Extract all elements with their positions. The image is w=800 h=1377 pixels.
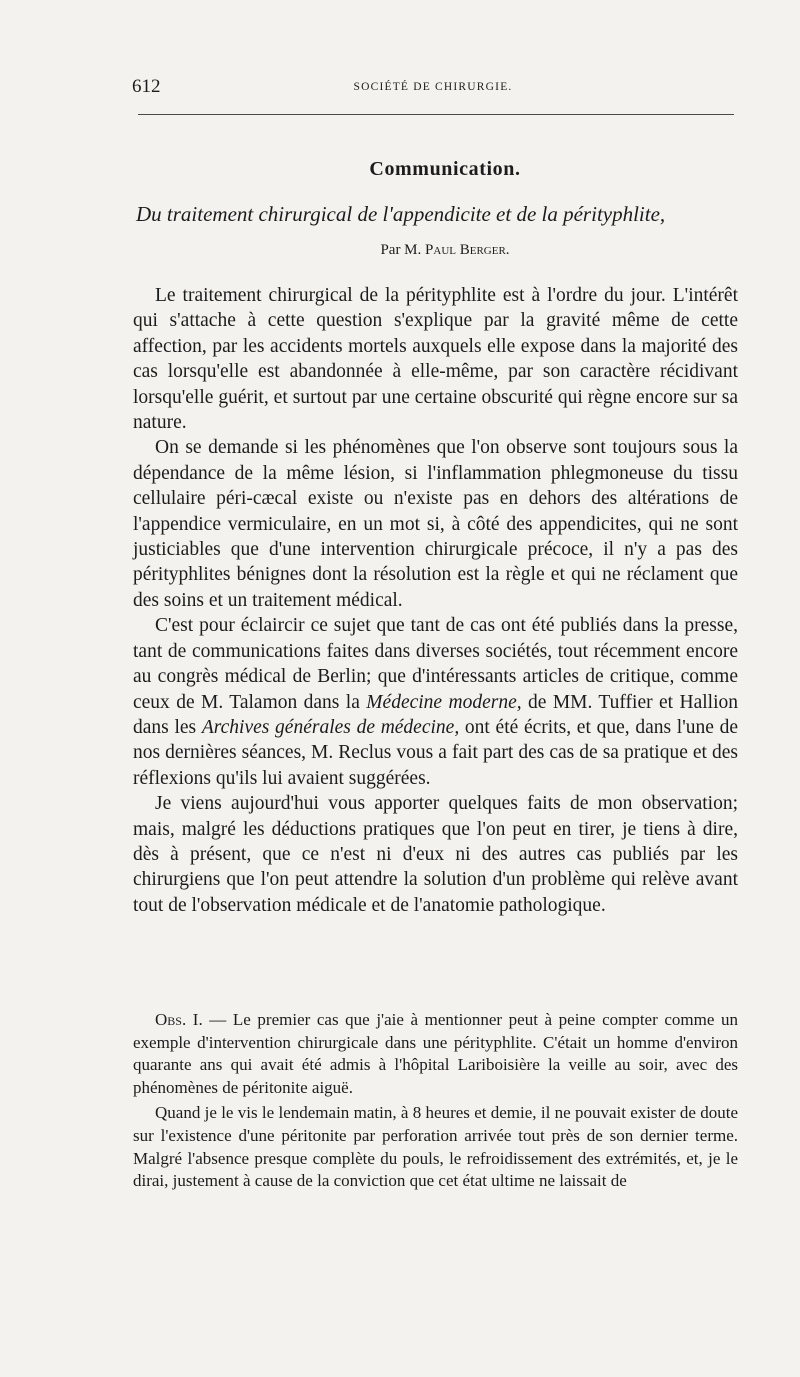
author-name: Paul Berger. <box>425 242 510 258</box>
observation-text-1: — Le premier cas que j'aie à mentionner peut à peine compter comme un exemple d'intervention chirurgicale dans une pérityphlite. C'était un homme d'environ quarante ans qui avait été admis à l'hôpital Lariboisière la veille au soir, avec des phénomènes de péritonite aiguë. <box>133 1010 738 1097</box>
page-header <box>132 76 734 100</box>
paragraph-3-part-3: ont été écrits, et que, dans l'une de nos dernières séances, M. Reclus vous a fait part des cas de sa pratique et des réflexions qu'ils lui avaient suggérées. <box>133 716 739 789</box>
paragraph-2: On se demande si les phénomènes que l'on observe sont toujours sous la dépendance de la même lésion, si l'inflammation phlegmoneuse du tissu cellulaire péri-cæcal existe ou n'existe pas en dehors des altérations de l'appendice vermiculaire, en un mot si, à côté des appendicites, qui ne sont justiciables que d'une intervention chirurgicale précoce, il n'y a pas des pérityphlites bénignes dont la résolution est la règle et qui ne réclament que des soins et un traitement médical. <box>133 437 738 611</box>
paragraph-4: Je viens aujourd'hui vous apporter quelques faits de mon observation; mais, malgré les déductions pratiques que l'on peut en tirer, je tiens à dire, dès à présent, que ce n'est ni d'eux ni des autres cas publiés par les chirurgiens que l'on peut attendre la solution d'un problème qui relève avant tout de l'observation médicale et de l'anatomie pathologique. <box>133 793 738 916</box>
observation-section <box>133 1009 738 1193</box>
paragraph-3 <box>133 613 738 791</box>
article-title: Du traitement chirurgical de l'appendicite et de la pérityphlite, <box>136 202 666 226</box>
paragraph-1: Le traitement chirurgical de la pérityphlite est à l'ordre du jour. L'intérêt qui s'attache à cette question s'explique par la gravité même de cette affection, par les accidents mortels auxquels elle expose dans la majorité des cas lorsqu'elle est abandonnée à elle-même, par son caractère récidivant lorsqu'elle guérit, et surtout par une certaine obscurité qui règne encore sur sa nature. <box>133 285 738 434</box>
page-number: 612 <box>132 76 161 97</box>
section-title: Communication. <box>369 158 521 180</box>
paragraph-3-part-1: C'est pour éclaircir ce sujet que tant de cas ont été publiés dans la presse, tant de communications faites dans diverses sociétés, tout récemment encore au congrès médical de Berlin; que d'intéressants articles de critique, comme ceux de M. Talamon dans la <box>133 615 738 713</box>
journal-title-medecine-moderne: Médecine moderne, <box>366 691 522 713</box>
article-body <box>133 283 738 918</box>
observation-paragraph-1 <box>133 1009 738 1099</box>
header-rule <box>138 114 734 115</box>
byline-prefix: Par M. <box>380 242 426 258</box>
observation-paragraph-2: Quand je le vis le lendemain matin, à 8 heures et demie, il ne pouvait exister de doute sur l'existence d'une péritonite par perforation arrivée tout près de son dernier terme. Malgré l'absence presque complète du pouls, le refroidissement des extrémités, et, je le dirai, justement à cause de la conviction que cet état ultime ne laissait de <box>133 1103 738 1191</box>
byline <box>0 242 800 259</box>
observation-label: Obs. I. <box>155 1010 203 1029</box>
journal-title-archives: Archives générales de médecine, <box>201 716 460 738</box>
paragraph-3-part-2: de MM. Tuffier et Hallion dans les <box>133 691 738 738</box>
running-head: SOCIÉTÉ DE CHIRURGIE. <box>353 81 513 93</box>
